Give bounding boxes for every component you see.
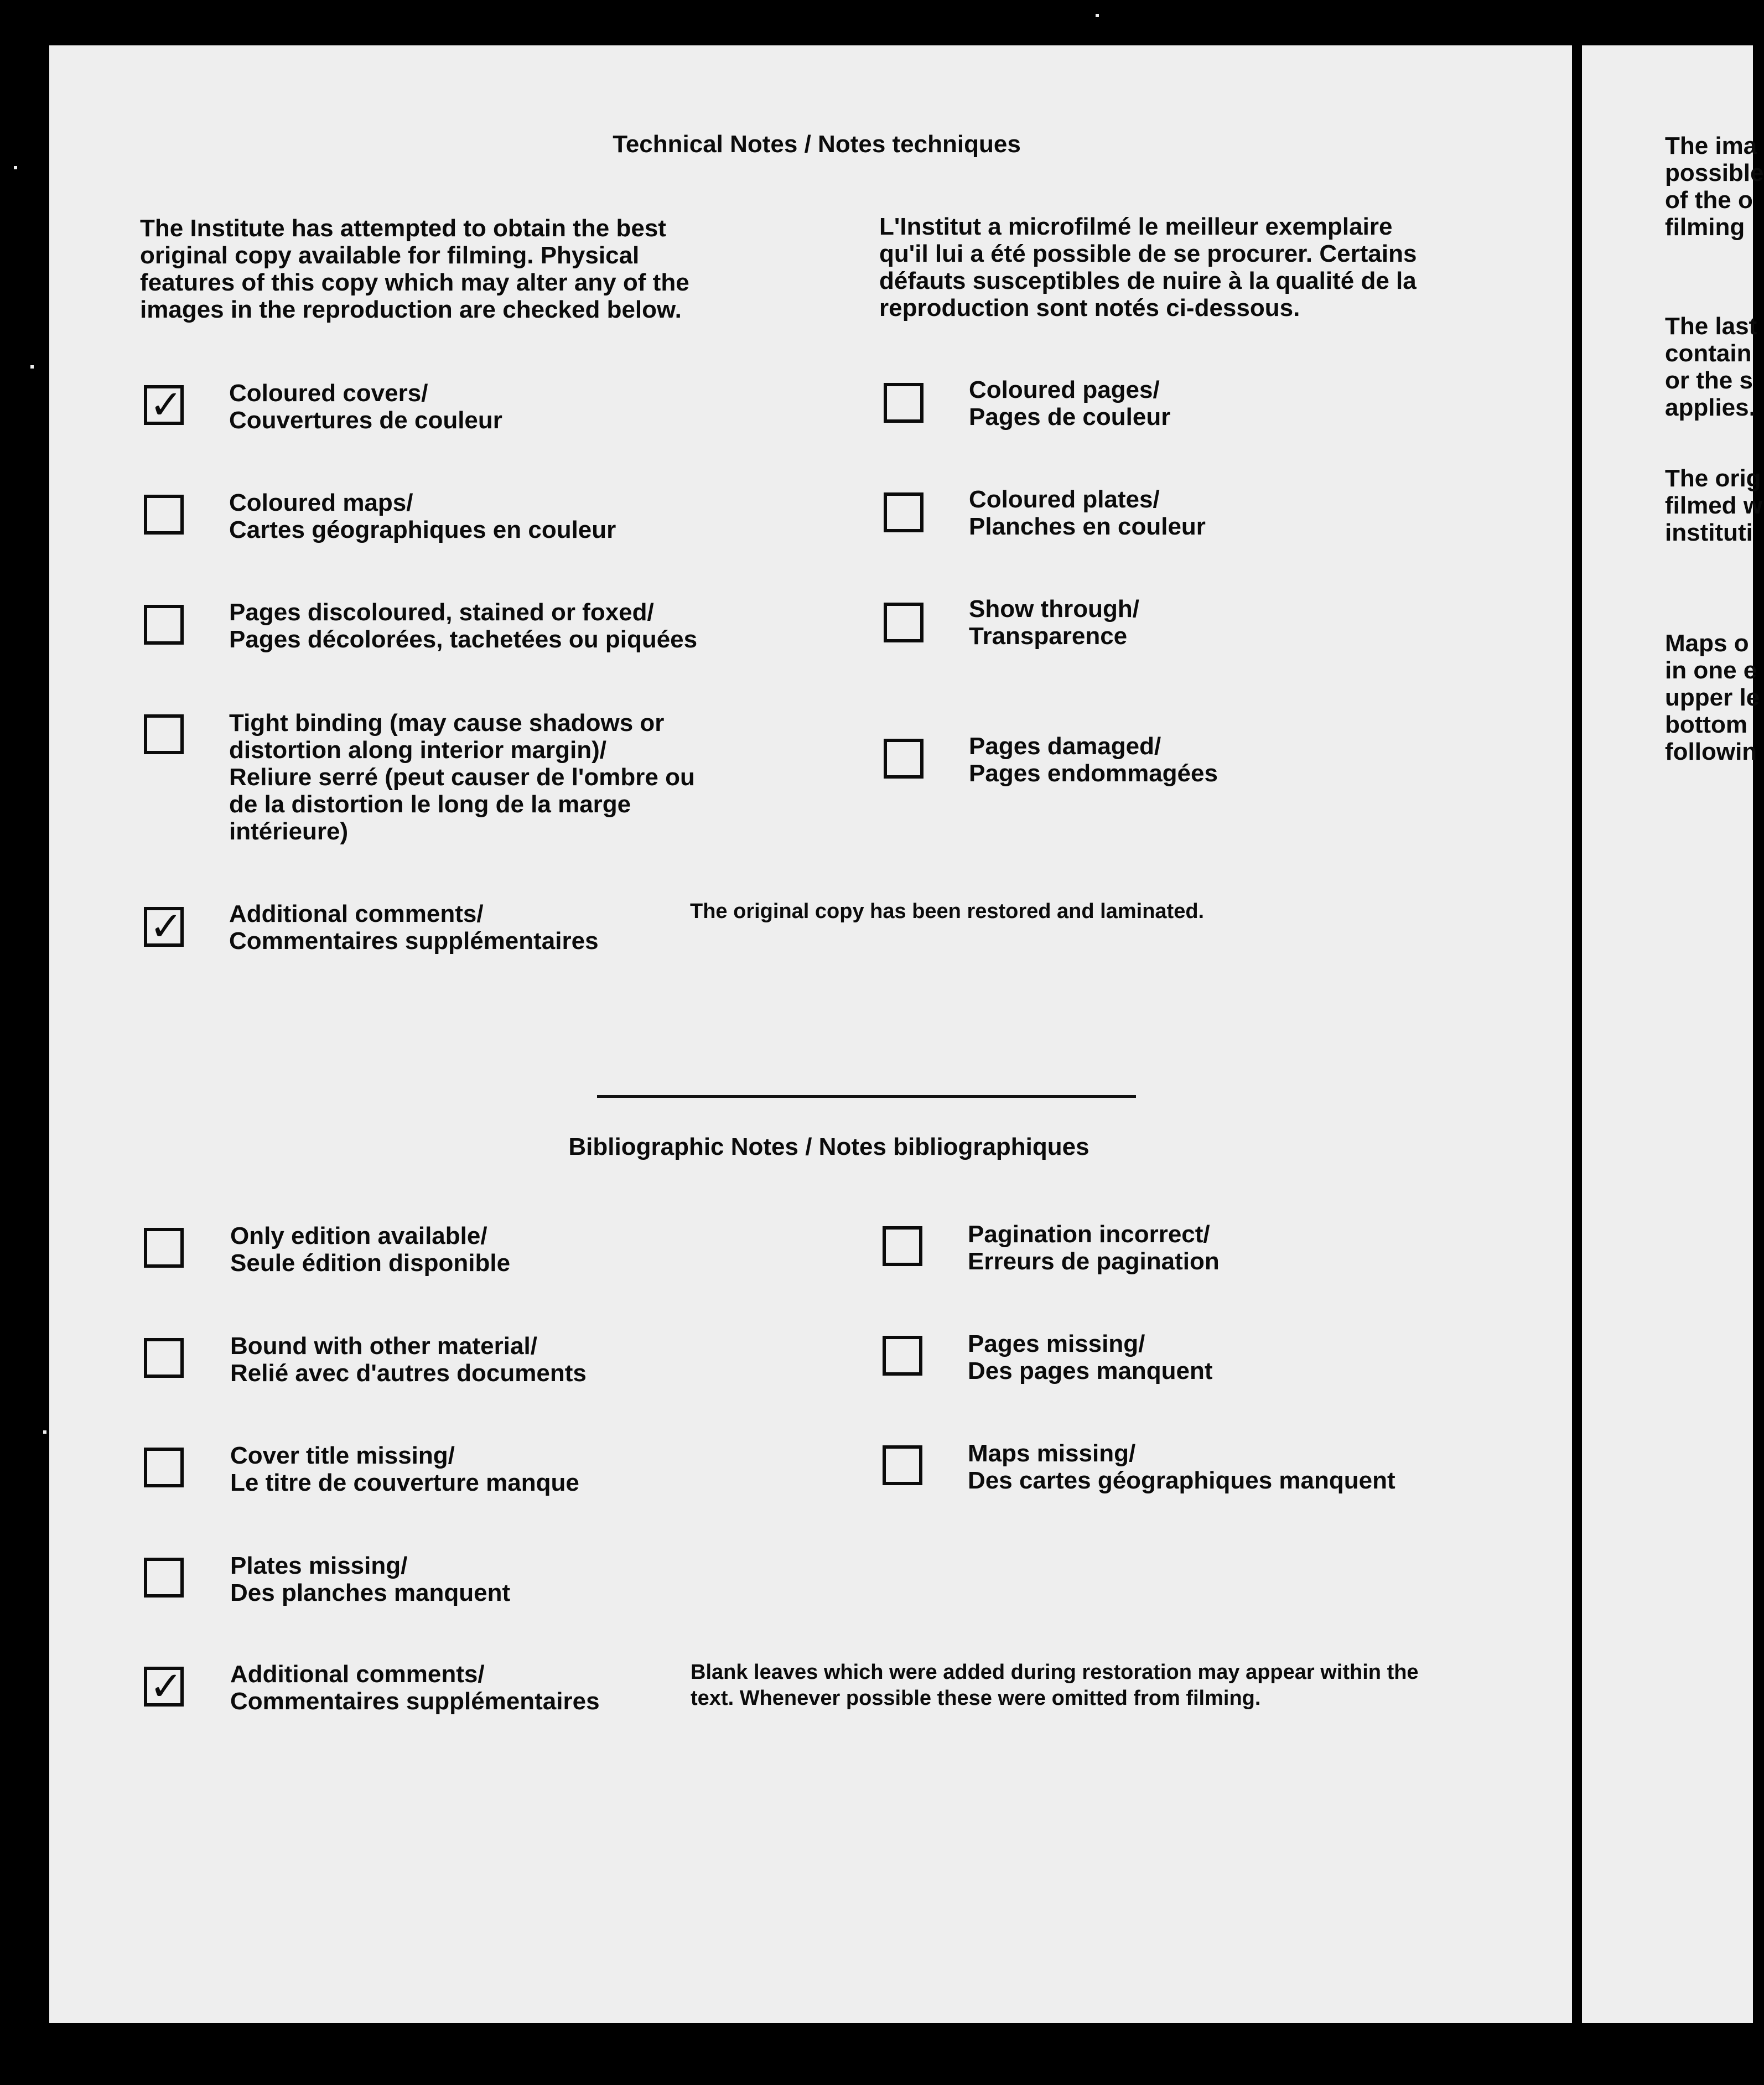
label-line: distortion along interior margin)/	[229, 737, 606, 764]
fragment-line: filmed w	[1665, 492, 1763, 519]
checkbox-bound-with[interactable]	[144, 1338, 184, 1378]
fragment-block-3	[1665, 465, 1762, 546]
fragment-line: instituti	[1665, 519, 1753, 546]
checkbox-additional-comments-bibliographic[interactable]	[144, 1664, 184, 1709]
label-maps-missing	[968, 1440, 1395, 1494]
checkbox-cover-title-missing[interactable]	[144, 1448, 184, 1487]
intro-fr-line: qu'il lui a été possible de se procurer. Certains	[879, 240, 1417, 267]
checkbox-pages-discoloured[interactable]	[144, 605, 184, 645]
label-line: Show through/	[969, 595, 1139, 623]
label-line: Additional comments/	[229, 900, 484, 927]
label-pages-discoloured	[229, 599, 697, 653]
label-line: Pages damaged/	[969, 733, 1161, 760]
check-mark-icon: ✓	[149, 1664, 183, 1709]
label-line: Plates missing/	[230, 1552, 408, 1579]
checkbox-coloured-maps[interactable]	[144, 495, 184, 535]
fragment-line: in one e	[1665, 657, 1757, 684]
technical-notes-title: Technical Notes / Notes techniques	[613, 131, 1021, 158]
label-pages-missing	[968, 1330, 1213, 1384]
label-line: Reliure serré (peut causer de l'ombre ou	[229, 764, 695, 791]
label-line: Only edition available/	[230, 1222, 487, 1249]
fragment-line: of the o	[1665, 186, 1753, 214]
adjacent-page-fragment	[1582, 45, 1764, 2023]
label-line: Pages endommagées	[969, 760, 1218, 787]
fragment-block-1	[1665, 132, 1764, 241]
label-coloured-pages	[969, 376, 1170, 431]
label-coloured-maps	[229, 489, 616, 543]
intro-french	[879, 213, 1417, 321]
label-coloured-plates	[969, 486, 1206, 540]
label-line: Coloured plates/	[969, 486, 1160, 513]
label-line: Couvertures de couleur	[229, 407, 502, 434]
label-tight-binding	[229, 709, 695, 845]
label-plates-missing	[230, 1552, 510, 1606]
label-bound-with	[230, 1332, 587, 1387]
label-line: Pages discoloured, stained or foxed/	[229, 599, 654, 626]
label-line: Commentaires supplémentaires	[229, 927, 599, 955]
checkbox-pages-missing[interactable]	[883, 1336, 922, 1376]
fragment-line: The orig	[1665, 465, 1761, 492]
film-speck	[14, 166, 17, 169]
technical-notes-sheet	[49, 45, 1572, 2023]
checkbox-maps-missing[interactable]	[883, 1445, 922, 1485]
label-line: Tight binding (may cause shadows or	[229, 709, 665, 737]
checkbox-pages-damaged[interactable]	[884, 739, 923, 779]
fragment-line: filming	[1665, 214, 1745, 241]
check-mark-icon: ✓	[149, 383, 183, 427]
bibliographic-notes-title: Bibliographic Notes / Notes bibliographiques	[568, 1133, 1089, 1160]
fragment-block-4	[1665, 630, 1760, 765]
checkbox-pagination-incorrect[interactable]	[883, 1226, 922, 1266]
technical-comment-text: The original copy has been restored and laminated.	[690, 900, 1205, 923]
checkbox-coloured-pages[interactable]	[884, 383, 923, 423]
label-line: Erreurs de pagination	[968, 1248, 1220, 1275]
label-additional-comments-technical	[229, 900, 599, 955]
label-additional-comments-bibliographic	[230, 1661, 600, 1715]
bibliographic-comment-text	[691, 1659, 1419, 1711]
label-line: de la distortion le long de la marge	[229, 791, 631, 818]
label-only-edition	[230, 1222, 510, 1277]
section-divider	[597, 1095, 1136, 1098]
checkbox-coloured-covers[interactable]	[144, 385, 184, 425]
label-line: Pagination incorrect/	[968, 1221, 1210, 1248]
label-pages-damaged	[969, 733, 1218, 787]
label-line: Additional comments/	[230, 1661, 485, 1688]
film-speck	[1096, 14, 1099, 17]
label-line: Coloured covers/	[229, 380, 428, 407]
label-line: Relié avec d'autres documents	[230, 1360, 587, 1387]
label-line: Transparence	[969, 623, 1128, 650]
label-coloured-covers	[229, 380, 502, 434]
intro-fr-line: reproduction sont notés ci-dessous.	[879, 294, 1300, 321]
fragment-line: followin	[1665, 738, 1757, 765]
fragment-block-2	[1665, 313, 1757, 421]
label-line: Commentaires supplémentaires	[230, 1688, 600, 1715]
intro-fr-line: L'Institut a microfilmé le meilleur exemplaire	[879, 213, 1393, 240]
intro-english	[140, 215, 689, 323]
check-mark-icon: ✓	[149, 905, 183, 949]
fragment-line: applies.	[1665, 394, 1756, 421]
intro-en-line: The Institute has attempted to obtain the best	[140, 215, 666, 242]
fragment-line: bottom	[1665, 711, 1748, 738]
label-line: Des planches manquent	[230, 1579, 511, 1606]
label-line: Coloured pages/	[969, 376, 1160, 403]
intro-en-line: features of this copy which may alter any of the	[140, 269, 689, 296]
label-line: Pages décolorées, tachetées ou piquées	[229, 626, 698, 653]
label-line: Bound with other material/	[230, 1332, 537, 1360]
film-speck	[43, 1430, 46, 1434]
comment-line: Blank leaves which were added during restoration may appear within the	[691, 1661, 1419, 1684]
label-line: Des cartes géographiques manquent	[968, 1467, 1395, 1494]
label-cover-title-missing	[230, 1442, 579, 1496]
label-line: Cartes géographiques en couleur	[229, 516, 616, 543]
label-pagination-incorrect	[968, 1221, 1220, 1275]
intro-en-line: original copy available for filming. Physical	[140, 242, 640, 269]
label-line: Le titre de couverture manque	[230, 1469, 579, 1496]
label-line: Pages missing/	[968, 1330, 1145, 1357]
intro-en-line: images in the reproduction are checked below.	[140, 296, 682, 323]
intro-fr-line: défauts susceptibles de nuire à la qualité de la	[879, 267, 1417, 294]
checkbox-tight-binding[interactable]	[144, 714, 184, 754]
checkbox-only-edition[interactable]	[144, 1228, 184, 1268]
fragment-line: upper le	[1665, 684, 1760, 711]
fragment-line: The last	[1665, 313, 1757, 340]
checkbox-show-through[interactable]	[884, 603, 923, 642]
checkbox-additional-comments-technical[interactable]	[144, 907, 184, 947]
label-line: Seule édition disponible	[230, 1249, 511, 1277]
fragment-line: Maps o	[1665, 630, 1749, 657]
fragment-line: or the s	[1665, 367, 1753, 394]
comment-line: text. Whenever possible these were omitted from filming.	[691, 1687, 1261, 1710]
label-line: Coloured maps/	[229, 489, 413, 516]
label-line: intérieure)	[229, 818, 349, 845]
fragment-line: contain	[1665, 340, 1752, 367]
label-line: Des pages manquent	[968, 1357, 1213, 1384]
label-line: Cover title missing/	[230, 1442, 455, 1469]
checkbox-plates-missing[interactable]	[144, 1558, 184, 1598]
film-speck	[30, 365, 34, 369]
fragment-line: possible	[1665, 159, 1764, 186]
label-line: Pages de couleur	[969, 403, 1171, 431]
label-show-through	[969, 595, 1139, 650]
checkbox-coloured-plates[interactable]	[884, 492, 923, 532]
label-line: Maps missing/	[968, 1440, 1136, 1467]
fragment-line: The ima	[1665, 132, 1757, 159]
label-line: Planches en couleur	[969, 513, 1206, 540]
